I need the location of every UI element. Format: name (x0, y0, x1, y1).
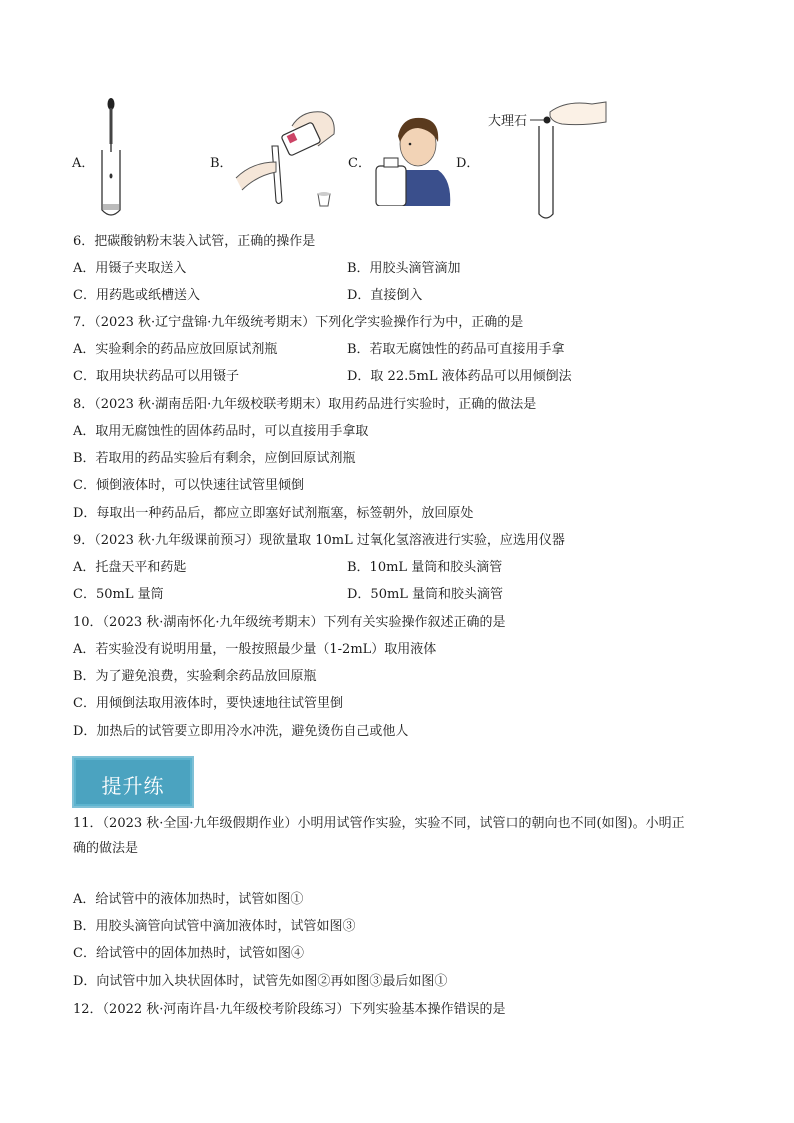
question-7-option-d[interactable]: D．取 22.5mL 液体药品可以用倾倒法 (347, 369, 572, 384)
option-figure-row (70, 96, 610, 224)
smelling-bottle-figure (372, 110, 452, 206)
question-7-option-b[interactable]: B．若取无腐蚀性的药品可直接用手拿 (347, 342, 565, 357)
figure-c-label: C． (348, 156, 371, 171)
section-header-tishenglian (72, 756, 194, 808)
question-11-option-d[interactable]: D．向试管中加入块状固体时，试管先如图②再如图③最后如图① (73, 974, 448, 989)
question-6-option-a[interactable]: A．用镊子夹取送入 (73, 261, 187, 276)
question-11-option-b[interactable]: B．用胶头滴管向试管中滴加液体时，试管如图③ (73, 919, 356, 934)
question-8-option-a[interactable]: A．取用无腐蚀性的固体药品时，可以直接用手拿取 (73, 424, 369, 439)
question-9-option-a[interactable]: A．托盘天平和药匙 (73, 560, 187, 575)
figure-a-label: A． (72, 156, 95, 171)
question-10-option-a[interactable]: A．若实验没有说明用量，一般按照最少量（1-2mL）取用液体 (73, 642, 437, 657)
marble-into-tube-figure (530, 100, 610, 222)
marble-caption: 大理石 (488, 114, 528, 129)
question-10-option-d[interactable]: D．加热后的试管要立即用冷水冲洗，避免烫伤自己或他人 (73, 724, 409, 739)
question-6-option-b[interactable]: B．用胶头滴管滴加 (347, 261, 461, 276)
section-title: 提升练 (101, 774, 165, 798)
question-11-option-a[interactable]: A．给试管中的液体加热时，试管如图① (73, 892, 304, 907)
question-9-option-d[interactable]: D．50mL 量筒和胶头滴管 (347, 587, 504, 602)
question-8-option-b[interactable]: B．若取用的药品实验后有剩余，应倒回原试剂瓶 (73, 451, 356, 466)
question-7-option-a[interactable]: A．实验剩余的药品应放回原试剂瓶 (73, 342, 278, 357)
question-11-stem-line1: 11．（2023 秋·全国·九年级假期作业）小明用试管作实验，实验不同，试管口的朝向也不同(如图)。小明正 (73, 816, 685, 831)
figure-b-label: B． (210, 156, 233, 171)
question-12-stem: 12．（2022 秋·河南许昌·九年级校考阶段练习）下列实验基本操作错误的是 (73, 1002, 506, 1017)
question-10-stem: 10．（2023 秋·湖南怀化·九年级统考期末）下列有关实验操作叙述正确的是 (73, 615, 506, 630)
question-9-option-c[interactable]: C．50mL 量筒 (73, 587, 164, 602)
question-8-option-d[interactable]: D．每取出一种药品后，都应立即塞好试剂瓶塞，标签朝外，放回原处 (73, 506, 474, 521)
question-8-stem: 8．（2023 秋·湖南岳阳·九年级校联考期末）取用药品进行实验时，正确的做法是 (73, 397, 537, 412)
pouring-liquid-figure (232, 106, 344, 210)
question-6-option-c[interactable]: C．用药匙或纸槽送入 (73, 288, 200, 303)
question-9-stem: 9．（2023 秋·九年级课前预习）现欲量取 10mL 过氧化氢溶液进行实验，应选用仪器 (73, 533, 565, 548)
dropper-in-tube-figure (98, 96, 124, 220)
question-9-option-b[interactable]: B．10mL 量筒和胶头滴管 (347, 560, 503, 575)
question-11-option-c[interactable]: C．给试管中的固体加热时，试管如图④ (73, 946, 304, 961)
question-11-stem-line2: 确的做法是 (73, 841, 139, 856)
figure-d-label: D． (456, 156, 480, 171)
question-10-option-c[interactable]: C．用倾倒法取用液体时，要快速地往试管里倒 (73, 696, 343, 711)
question-7-stem: 7．（2023 秋·辽宁盘锦·九年级统考期末）下列化学实验操作行为中，正确的是 (73, 315, 524, 330)
question-10-option-b[interactable]: B．为了避免浪费，实验剩余药品放回原瓶 (73, 669, 317, 684)
question-8-option-c[interactable]: C．倾倒液体时，可以快速往试管里倾倒 (73, 478, 304, 493)
question-6-stem: 6．把碳酸钠粉末装入试管，正确的操作是 (73, 234, 316, 249)
question-7-option-c[interactable]: C．取用块状药品可以用镊子 (73, 369, 239, 384)
question-6-option-d[interactable]: D．直接倒入 (347, 288, 423, 303)
